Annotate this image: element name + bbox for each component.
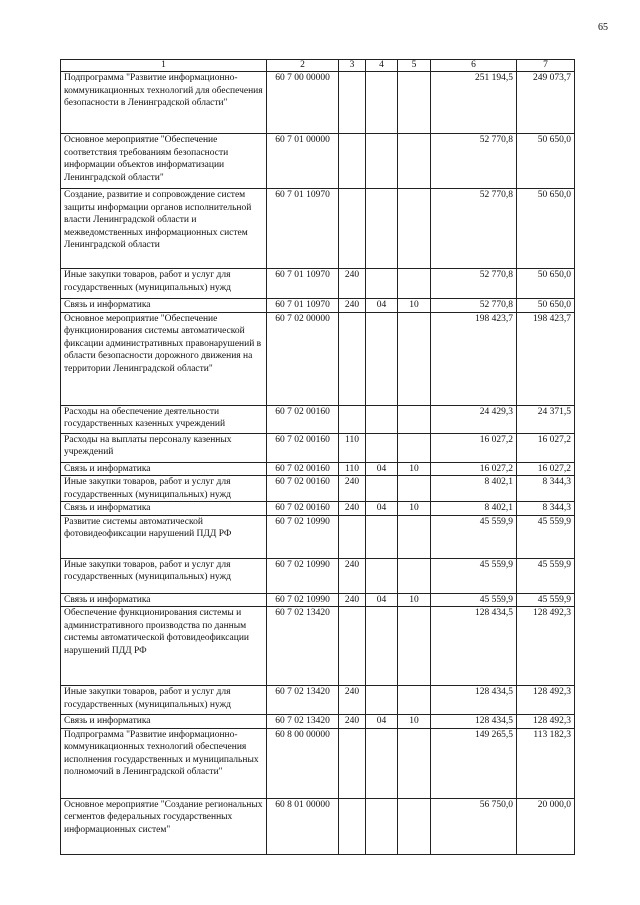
amount-col6: 8 402,1 <box>431 476 517 502</box>
amount-col7: 45 559,9 <box>517 515 575 558</box>
row-name: Иные закупки товаров, работ и услуг для государственных (муниципальных) нужд <box>61 476 267 502</box>
subsection <box>398 798 431 854</box>
section <box>366 476 398 502</box>
amount-col7: 8 344,3 <box>517 502 575 516</box>
table-row <box>61 189 575 269</box>
expense-type <box>339 134 366 189</box>
table-row <box>61 607 575 686</box>
section <box>366 134 398 189</box>
amount-col7: 24 371,5 <box>517 405 575 433</box>
expense-type <box>339 798 366 854</box>
amount-col6: 16 027,2 <box>431 462 517 476</box>
row-name: Обеспечение функционирования системы и административного производства по данным системы автоматической фотовидеофиксации нарушений ПДД РФ <box>61 607 267 686</box>
expense-type <box>339 607 366 686</box>
amount-col7: 20 000,0 <box>517 798 575 854</box>
amount-col6: 198 423,7 <box>431 312 517 405</box>
column-header: 5 <box>398 60 431 72</box>
section: 04 <box>366 593 398 607</box>
row-name: Расходы на выплаты персоналу казенных учреждений <box>61 433 267 462</box>
table-row <box>61 312 575 405</box>
target-code: 60 7 00 00000 <box>267 72 339 134</box>
row-name: Развитие системы автоматической фотовидеофиксации нарушений ПДД РФ <box>61 515 267 558</box>
table-row <box>61 515 575 558</box>
amount-col7: 45 559,9 <box>517 593 575 607</box>
section <box>366 72 398 134</box>
expense-type: 240 <box>339 558 366 593</box>
amount-col6: 251 194,5 <box>431 72 517 134</box>
amount-col6: 52 770,8 <box>431 189 517 269</box>
table-row <box>61 798 575 854</box>
row-name: Связь и информатика <box>61 502 267 516</box>
section <box>366 189 398 269</box>
row-name: Иные закупки товаров, работ и услуг для государственных (муниципальных) нужд <box>61 269 267 299</box>
section <box>366 433 398 462</box>
amount-col6: 45 559,9 <box>431 593 517 607</box>
row-name: Основное мероприятие "Обеспечение функционирования системы автоматической фиксации административных правонарушений в области безопасности дорожного движения на территории Ленинградской области" <box>61 312 267 405</box>
target-code: 60 7 02 13420 <box>267 715 339 729</box>
subsection: 10 <box>398 299 431 313</box>
section <box>366 686 398 715</box>
subsection <box>398 189 431 269</box>
table-row <box>61 134 575 189</box>
amount-col6: 149 265,5 <box>431 728 517 798</box>
table-row <box>61 462 575 476</box>
subsection: 10 <box>398 502 431 516</box>
subsection <box>398 312 431 405</box>
amount-col7: 16 027,2 <box>517 462 575 476</box>
row-name: Связь и информатика <box>61 715 267 729</box>
section: 04 <box>366 715 398 729</box>
row-name: Связь и информатика <box>61 462 267 476</box>
table-row <box>61 593 575 607</box>
column-header: 6 <box>431 60 517 72</box>
target-code: 60 7 02 00160 <box>267 476 339 502</box>
target-code: 60 7 02 00160 <box>267 433 339 462</box>
row-name: Подпрограмма "Развитие информационно-коммуникационных технологий для обеспечения безопасности в Ленинградской области" <box>61 72 267 134</box>
subsection: 10 <box>398 593 431 607</box>
amount-col6: 52 770,8 <box>431 299 517 313</box>
expense-type: 110 <box>339 433 366 462</box>
section <box>366 607 398 686</box>
page-number: 65 <box>598 22 608 33</box>
amount-col7: 128 492,3 <box>517 607 575 686</box>
row-name: Расходы на обеспечение деятельности государственных казенных учреждений <box>61 405 267 433</box>
amount-col7: 113 182,3 <box>517 728 575 798</box>
section: 04 <box>366 299 398 313</box>
row-name: Связь и информатика <box>61 593 267 607</box>
section <box>366 728 398 798</box>
amount-col6: 128 434,5 <box>431 715 517 729</box>
section: 04 <box>366 462 398 476</box>
expense-type: 110 <box>339 462 366 476</box>
expense-type <box>339 189 366 269</box>
table-row <box>61 686 575 715</box>
column-header: 3 <box>339 60 366 72</box>
subsection <box>398 405 431 433</box>
amount-col6: 16 027,2 <box>431 433 517 462</box>
column-header: 1 <box>61 60 267 72</box>
subsection: 10 <box>398 462 431 476</box>
subsection <box>398 433 431 462</box>
expense-type: 240 <box>339 476 366 502</box>
amount-col6: 128 434,5 <box>431 686 517 715</box>
amount-col7: 50 650,0 <box>517 134 575 189</box>
section <box>366 558 398 593</box>
amount-col7: 128 492,3 <box>517 715 575 729</box>
section <box>366 312 398 405</box>
target-code: 60 7 01 10970 <box>267 269 339 299</box>
section <box>366 798 398 854</box>
amount-col6: 52 770,8 <box>431 134 517 189</box>
subsection <box>398 72 431 134</box>
table-row <box>61 558 575 593</box>
table-row <box>61 72 575 134</box>
table-row <box>61 433 575 462</box>
subsection <box>398 515 431 558</box>
table-row <box>61 476 575 502</box>
section <box>366 405 398 433</box>
row-name: Основное мероприятие "Создание региональных сегментов федеральных государственных информационных систем" <box>61 798 267 854</box>
amount-col7: 16 027,2 <box>517 433 575 462</box>
budget-table <box>60 59 575 855</box>
row-name: Иные закупки товаров, работ и услуг для государственных (муниципальных) нужд <box>61 558 267 593</box>
target-code: 60 8 00 00000 <box>267 728 339 798</box>
amount-col6: 24 429,3 <box>431 405 517 433</box>
row-name: Подпрограмма "Развитие информационно-коммуникационных технологий обеспечения исполнения государственных и муниципальных полномочий в Ленинградской области" <box>61 728 267 798</box>
table-row <box>61 269 575 299</box>
amount-col7: 50 650,0 <box>517 299 575 313</box>
expense-type <box>339 312 366 405</box>
expense-type <box>339 405 366 433</box>
expense-type: 240 <box>339 686 366 715</box>
expense-type <box>339 728 366 798</box>
subsection <box>398 476 431 502</box>
amount-col6: 8 402,1 <box>431 502 517 516</box>
target-code: 60 7 01 10970 <box>267 299 339 313</box>
subsection: 10 <box>398 715 431 729</box>
subsection <box>398 686 431 715</box>
target-code: 60 7 02 13420 <box>267 607 339 686</box>
target-code: 60 7 02 13420 <box>267 686 339 715</box>
row-name: Создание, развитие и сопровождение систем защиты информации органов исполнительной власти Ленинградской области и межведомственных информационных систем Ленинградской области <box>61 189 267 269</box>
header-row <box>61 60 575 72</box>
amount-col7: 198 423,7 <box>517 312 575 405</box>
section: 04 <box>366 502 398 516</box>
expense-type: 240 <box>339 299 366 313</box>
subsection <box>398 269 431 299</box>
target-code: 60 7 01 10970 <box>267 189 339 269</box>
table-row <box>61 715 575 729</box>
subsection <box>398 607 431 686</box>
target-code: 60 7 02 00160 <box>267 462 339 476</box>
amount-col6: 45 559,9 <box>431 515 517 558</box>
expense-type <box>339 72 366 134</box>
row-name: Связь и информатика <box>61 299 267 313</box>
amount-col6: 56 750,0 <box>431 798 517 854</box>
subsection <box>398 134 431 189</box>
table-row <box>61 405 575 433</box>
section <box>366 269 398 299</box>
amount-col7: 8 344,3 <box>517 476 575 502</box>
section <box>366 515 398 558</box>
amount-col7: 50 650,0 <box>517 189 575 269</box>
target-code: 60 7 02 00160 <box>267 405 339 433</box>
table-row <box>61 299 575 313</box>
amount-col7: 249 073,7 <box>517 72 575 134</box>
table-row <box>61 502 575 516</box>
column-header: 7 <box>517 60 575 72</box>
subsection <box>398 558 431 593</box>
target-code: 60 7 01 00000 <box>267 134 339 189</box>
target-code: 60 8 01 00000 <box>267 798 339 854</box>
amount-col6: 45 559,9 <box>431 558 517 593</box>
row-name: Иные закупки товаров, работ и услуг для государственных (муниципальных) нужд <box>61 686 267 715</box>
target-code: 60 7 02 10990 <box>267 558 339 593</box>
expense-type <box>339 515 366 558</box>
row-name: Основное мероприятие "Обеспечение соответствия требованиям безопасности информации объектов информатизации Ленинградской области" <box>61 134 267 189</box>
column-header: 2 <box>267 60 339 72</box>
column-header: 4 <box>366 60 398 72</box>
target-code: 60 7 02 10990 <box>267 515 339 558</box>
target-code: 60 7 02 00000 <box>267 312 339 405</box>
expense-type: 240 <box>339 593 366 607</box>
expense-type: 240 <box>339 715 366 729</box>
amount-col7: 128 492,3 <box>517 686 575 715</box>
table-row <box>61 728 575 798</box>
target-code: 60 7 02 10990 <box>267 593 339 607</box>
subsection <box>398 728 431 798</box>
amount-col7: 50 650,0 <box>517 269 575 299</box>
amount-col6: 52 770,8 <box>431 269 517 299</box>
target-code: 60 7 02 00160 <box>267 502 339 516</box>
expense-type: 240 <box>339 269 366 299</box>
amount-col6: 128 434,5 <box>431 607 517 686</box>
amount-col7: 45 559,9 <box>517 558 575 593</box>
expense-type: 240 <box>339 502 366 516</box>
